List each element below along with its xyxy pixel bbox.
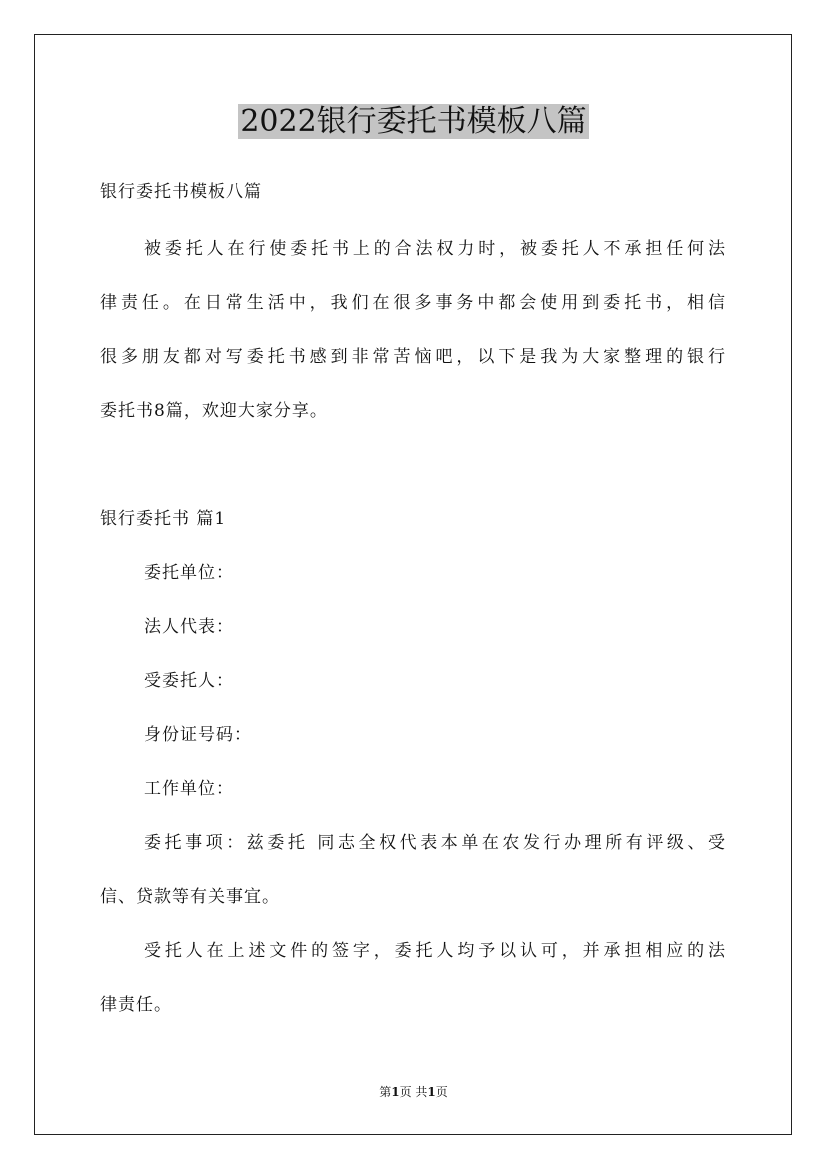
- field-trustee: 受委托人：: [144, 671, 234, 691]
- document-title-wrapper: [0, 98, 827, 150]
- footer-page-mid: 页 共: [399, 1085, 428, 1099]
- intro-line-4: 委托书8篇，欢迎大家分享。: [100, 401, 328, 421]
- field-id-number: 身份证号码：: [144, 725, 252, 745]
- intro-line-2: 律责任。在日常生活中，我们在很多事务中都会使用到委托书，相信: [100, 293, 726, 313]
- intro-line-3: 很多朋友都对写委托书感到非常苦恼吧，以下是我为大家整理的银行: [100, 347, 726, 367]
- field-legal-representative: 法人代表：: [144, 617, 234, 637]
- liability-line-2: 律责任。: [100, 995, 172, 1015]
- field-entrusting-unit: 委托单位：: [144, 563, 234, 583]
- footer-page-total: 1: [427, 1085, 436, 1099]
- document-subtitle: 银行委托书模板八篇: [100, 182, 262, 202]
- intro-line-1: 被委托人在行使委托书上的合法权力时，被委托人不承担任何法: [144, 239, 726, 259]
- liability-line-1: 受托人在上述文件的签字，委托人均予以认可，并承担相应的法: [144, 941, 726, 961]
- footer-page-current: 1: [391, 1085, 400, 1099]
- footer-page-suffix: 页: [435, 1085, 448, 1099]
- matter-line-2: 信、贷款等有关事宜。: [100, 887, 280, 907]
- matter-line-1: 委托事项：兹委托 同志全权代表本单在农发行办理所有评级、受: [144, 833, 726, 853]
- footer-page-prefix: 第: [379, 1085, 392, 1099]
- section-heading: 银行委托书 篇1: [100, 509, 227, 529]
- document-title: 2022银行委托书模板八篇: [240, 104, 587, 139]
- field-work-unit: 工作单位：: [144, 779, 234, 799]
- page-footer: [0, 1083, 827, 1100]
